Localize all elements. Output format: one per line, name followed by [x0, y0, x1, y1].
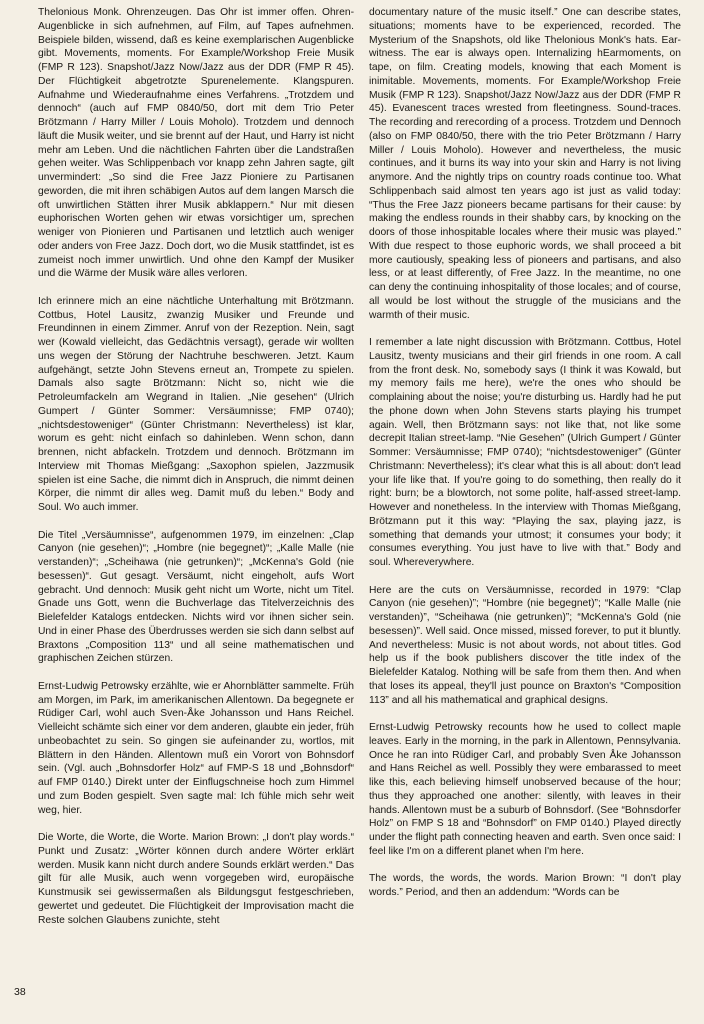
paragraph: Ich erinnere mich an eine nächtliche Unterhaltung mit Brötzmann. Cottbus, Hotel Lausitz, zwanzig Musiker und Freunde und Freundinnen in einem Zimmer. Anruf von der Rezeption. Nein, sagt wer (Kowald vielleicht, das Gedächtnis versagt), gerade wir wollten uns wegen der Störung der Nachtruhe beschweren. Jetzt. Kaum aufgehängt, setzte John Stevens erneut an, Trompete zu spielen. Damals also sagte Brötzmann: Nicht so, nicht wie die Petroleumfackeln am Wegrand in Italien. „Nie gesehen“ (Ulrich Gumpert / Günter Sommer: Versäumnisse; FMP 0740); „nichtsdestoweniger“ (Günter Christmann: Nevertheless) ist klar, worum es geht: nicht einfach so dahinleben. Wenn schon, dann brennen, nicht abfackeln. Trotzdem und dennoch. Brötzmann im Interview mit Thomas Mießgang: „Saxophon spielen, Jazzmusik spielen ist eine Sache, die nimmt dich in Anspruch, die nimmt deinen Körper, die nimmt dir alles weg. Damit muß du leben.“ Body and Soul. Wo auch immer.	[38, 295, 354, 513]
german-text-column	[38, 6, 354, 927]
page-number: 38	[14, 986, 26, 998]
english-text-column	[369, 6, 681, 900]
paragraph: I remember a late night discussion with Brötzmann. Cottbus, Hotel Lausitz, twenty musicians and their girl friends in one room. A call from the front desk. No, somebody says (I think it was Kowald, but my memory fails me here), we're the ones who should be complaining about the noise; you're disturbing us. Hardly had he put the phone down when John Stevens starts playing his trumpet again. Well, then Brötzmann says: not like that, not like some decrepit Italian street-lamp. “Nie Gesehen” (Ulrich Gumpert / Günter Sommer: Versäumnisse; FMP 0740); “nichtsdestoweniger” (Günter Christmann: Nevertheless); it's clear what this is all about: don't lead your life like that. If you're going to do something, then really do it right: burn; be a blowtorch, not some polite, half-assed street-lamp. However and nonetheless. In the interview with Thomas Mießgang, Brötzmann put it this way: “Playing the sax, playing jazz, is something that demands your utmost; it consumes your body; it consumes everything. You just have to live with that.” Body and soul. Whereverywhere.	[369, 337, 681, 568]
paragraph: The words, the words, the words. Marion Brown: “I don't play words.” Period, and then an addendum: “Words can be	[369, 873, 681, 898]
paragraph: Thelonious Monk. Ohrenzeugen. Das Ohr ist immer offen. Ohren-Augenblicke in sich aufnehmen, auf Film, auf Tapes aufnehmen. Beispiele bilden, wissend, daß es keine exemplarischen Augenblicke gibt. Movements, moments. For Example/Workshop Freie Musik (FMP R 123). Snapshot/Jazz Now/Jazz aus der DDR (FMP R 45). Der Flüchtigkeit abgetrotzte Spurenelemente. Klangspuren. Aufnahme und Wiederaufnahme eines Verfahrens. „Trotzdem und dennoch“ (auch auf FMP 0840/50, dort mit dem Trio Peter Brötzmann / Harry Miller / Louis Moholo). Trotzdem und dennoch läuft die Musik weiter, und sie brennt auf der Haut, und Harry ist nicht mehr am Leben. Und die nächtlichen Fahrten über die Landstraßen gehen weiter. Was Schlippenbach vor knapp zehn Jahren sagte, gilt unvermindert: „So sind die Free Jazz Pioniere zu Partisanen geworden, die mit ihren schäbigen Autos auf dem langen Marsch die oft unwirtlichen Stätten ihrer Musik abklappern.“ Nur mit diesen euphorischen Worten gehen wir etwas vorsichtiger um, sprechen weniger von Pionieren und Partisanen und letztlich auch weniger oder anders von Free Jazz. Doch dort, wo die Musik stattfindet, ist es zumeist noch immer unwirtlich. Und ohne den Kampf der Musiker und die Wärme der Musik wäre alles verloren.	[38, 7, 354, 280]
paragraph: Ernst-Ludwig Petrowsky recounts how he used to collect maple leaves. Early in the morning, in the park in Allentown, Pennsylvania. Once he ran into Rüdiger Carl, and probably Sven Åke Johansson and Hans Reichel as well. Possibly they were embarassed to meet like this, each believing himself unobserved because of the hour; thus they approached one another: silently, with leaves in their hands. Allentown must be a suburb of Bohnsdorf. (See “Bohnsdorfer Holz” on FMP S 18 and “Bohnsdorf” on FMP 0140.) Played directly under the flight path connecting heaven and earth. Sven once said: I feel like I'm on a different planet when I'm here.	[369, 722, 681, 857]
paragraph: Here are the cuts on Versäumnisse, recorded in 1979: “Clap Canyon (nie gesehen)”; “Hombre (nie begegnet)”; “Kalle Malle (nie verstanden)”, “Scheihawa (nie getrunken)”; “McKenna's Gold (nie besessen)”. Well said. Once missed, missed forever, to put it bluntly. And nevertheless: Music is not about words, not about titles. God help us if the book publishers discover the title index of the Bielefelder Katalog. Nothing will be safe from them then. And when that loses its appeal, they'll just pounce on Braxton's “Composition 113” and all his mathematical and graphical designs.	[369, 584, 681, 706]
paragraph: Die Titel „Versäumnisse“, aufgenommen 1979, im einzelnen: „Clap Canyon (nie gesehen)“; „Hombre (nie begegnet)“; „Kalle Malle (nie verstanden)“; „Scheihawa (nie getrunken)“; „McKenna's Gold (nie besessen)“. Gut gesagt. Versäumt, nicht eingeholt, aufs Wort gebracht. Und dennoch: Musik geht nicht um Worte, nicht um Titel. Gnade uns Gott, wenn die Buchverlage das Titelverzeichnis des Bielefelder Katalogs entdecken. Nichts wird vor ihnen sicher sein. Und in einer Phase des Überdrusses werden sie sich dann selbst auf Braxtons „Composition 113“ und all seine mathematischen und graphischen Zeichen stürzen.	[38, 529, 354, 665]
paragraph: documentary nature of the music itself.” One can describe states, situations; moments have to be experienced, recorded. The Mysterium of the Snapshots, old like Thelonious Monk's hats. Ear-witness. The ear is always open. Internalizing hEarmoments, on tape, on film. Creating models, knowing that each Moment is inimitable. Movements, moments. For Example/Workshop Freie Musik (FMP R 123). Snapshot/Jazz Now/Jazz aus der DDR (FMP R 45). Evanescent traces wrested from fleetingness. Sound-traces. The recording and rerecording of a process. Trotzdem und Dennoch (also on FMP 0840/50, there with the trio Peter Brötzmann / Harry Miller / Louis Moholo). However and nevertheless, the music continues, and it burns its way into your skin and Harry is not living anymore. And the nightly trips on country roads continue too. What Schlippenbach said almost ten years ago ist just as valid today: “Thus the Free Jazz pioneers became partisans for their cause: by making the endless rounds in their shabby cars, by knocking on the doors of those inhospitable locales where their music was played.” With due respect to those euphoric words, we shall proceed a bit more cautiously, speaking less of pioneers and partisans, and also less, or at least differently, of Free Jazz. In the meantime, no one can deny the continuing inhospitality of those locales; and of course, all would be lost without the struggle of the musicians and the warmth of their music.	[369, 7, 681, 321]
paragraph: Die Worte, die Worte, die Worte. Marion Brown: „I don't play words.“ Punkt und Zusatz: „Wörter können durch andere Wörter erklärt werden. Musik kann nicht durch andere Sounds erklärt werden.“ Das gilt für alle Musik, auch wenn vorgegeben wird, europäische Kunstmusik sei gewissermaßen als Bildungsgut festgeschrieben, gewertet und gedeutet. Die Flüchtigkeit der Improvisation macht die Reste solchen Glaubens zunichte, steht	[38, 832, 354, 926]
paragraph: Ernst-Ludwig Petrowsky erzählte, wie er Ahornblätter sammelte. Früh am Morgen, im Park, im amerikanischen Allentown. Da begegnete er Rüdiger Carl, wohl auch Sven-Åke Johansson und Hans Reichel. Vielleicht schämte sich einer vor dem anderen, glaubte ein jeder, früh unbeobachtet zu sein. So gingen sie aufeinander zu, wortlos, mit Blättern in den Händen. Allentown muß ein Vorort von Bohnsdorf sein. (Vgl. auch „Bohnsdorfer Holz“ auf FMP-S 18 und „Bohnsdorf“ auf FMP 0140.) Direkt unter der Einflugschneise hoch zum Himmel und zum Boden gespielt. Sven sagte mal: Ich fühle mich sehr weit weg, hier.	[38, 680, 354, 816]
